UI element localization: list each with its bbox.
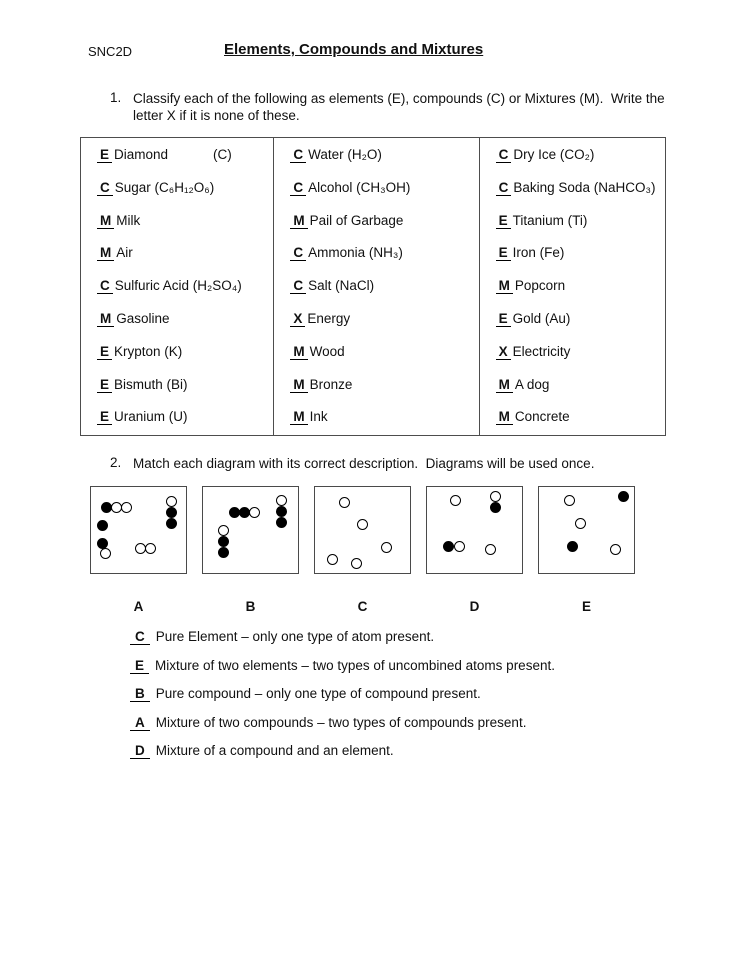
statement-answer: E <box>130 659 149 674</box>
diagram-box-e <box>538 486 635 574</box>
filled-atom-icon <box>218 536 229 547</box>
classification-item <box>274 205 478 238</box>
classification-item <box>81 336 273 369</box>
diagram-label: C <box>357 599 368 614</box>
classification-item <box>81 303 273 336</box>
open-atom-icon <box>450 495 461 506</box>
answer-letter: M <box>496 377 513 393</box>
answer-letter: E <box>496 213 511 229</box>
classification-item <box>480 401 665 434</box>
classification-item <box>480 237 665 270</box>
item-label: Baking Soda (NaHCO₃) <box>513 179 656 195</box>
item-label: Air <box>116 245 133 261</box>
open-atom-icon <box>111 502 122 513</box>
answer-letter: C <box>97 180 113 196</box>
statement-list <box>130 629 670 772</box>
item-label: Sulfuric Acid (H₂SO₄) <box>114 278 242 294</box>
classification-item <box>81 401 273 434</box>
classification-item <box>480 336 665 369</box>
open-atom-icon <box>249 507 260 518</box>
classification-item <box>274 172 478 205</box>
open-atom-icon <box>490 491 501 502</box>
answer-letter: M <box>97 245 114 261</box>
answer-letter: E <box>97 409 112 425</box>
statement-text: Pure Element – only one type of atom present. <box>155 629 435 644</box>
answer-letter: M <box>496 278 513 294</box>
open-atom-icon <box>135 543 146 554</box>
diagram-box-c <box>314 486 411 574</box>
item-label: Electricity <box>512 343 571 359</box>
classification-item <box>81 139 273 172</box>
answer-letter: E <box>496 245 511 261</box>
diagram-box-b <box>202 486 299 574</box>
filled-atom-icon <box>229 507 240 518</box>
answer-letter: M <box>290 213 307 229</box>
classification-item <box>274 303 478 336</box>
answer-letter: C <box>290 278 306 294</box>
filled-atom-icon <box>97 520 108 531</box>
statement-answer: D <box>130 744 150 759</box>
filled-atom-icon <box>567 541 578 552</box>
classification-item <box>480 205 665 238</box>
classification-item <box>81 205 273 238</box>
item-label: Wood <box>309 343 345 359</box>
answer-letter: E <box>97 344 112 360</box>
question2-number: 2. <box>110 455 122 470</box>
answer-letter: C <box>97 278 113 294</box>
item-label: Gold (Au) <box>512 310 571 326</box>
open-atom-icon <box>351 558 362 569</box>
open-atom-icon <box>100 548 111 559</box>
statement-text: Mixture of two compounds – two types of compounds present. <box>155 714 527 730</box>
item-label: Gasoline <box>116 310 170 326</box>
answer-letter: C <box>290 245 306 261</box>
answer-letter: X <box>290 311 305 327</box>
diagram-label: A <box>133 599 144 614</box>
statement-answer: A <box>130 716 150 731</box>
filled-atom-icon <box>239 507 250 518</box>
diagram-box-d <box>426 486 523 574</box>
answer-letter: M <box>290 344 307 360</box>
open-atom-icon <box>339 497 350 508</box>
answer-letter: C <box>496 147 512 163</box>
classification-item <box>274 401 478 434</box>
answer-letter: M <box>290 409 307 425</box>
table-column-1 <box>81 138 273 435</box>
item-label: Pail of Garbage <box>309 212 404 228</box>
filled-atom-icon <box>101 502 112 513</box>
answer-letter: E <box>97 377 112 393</box>
diagram-box-a <box>90 486 187 574</box>
answer-letter: C <box>290 180 306 196</box>
filled-atom-icon <box>490 502 501 513</box>
diagram-label-row <box>90 599 635 614</box>
filled-atom-icon <box>618 491 629 502</box>
question1-number: 1. <box>110 90 122 105</box>
statement <box>130 658 670 674</box>
open-atom-icon <box>610 544 621 555</box>
classification-item <box>81 172 273 205</box>
statement-text: Mixture of a compound and an element. <box>155 743 394 758</box>
statement-answer: B <box>130 687 150 702</box>
question1-prompt: Classify each of the following as elements (E), compounds (C) or Mixtures (M). Write the letter X if it is none of these. <box>133 91 665 123</box>
filled-atom-icon <box>166 518 177 529</box>
item-label: Popcorn <box>514 278 566 294</box>
item-label: Uranium (U) <box>114 409 188 425</box>
item-label: Sugar (C₆H₁₂O₆) <box>114 179 215 195</box>
classification-item <box>81 369 273 402</box>
filled-atom-icon <box>97 538 108 549</box>
answer-letter: X <box>496 344 511 360</box>
open-atom-icon <box>357 519 368 530</box>
answer-letter: E <box>496 311 511 327</box>
question2-prompt: Match each diagram with its correct description. Diagrams will be used once. <box>133 456 595 471</box>
item-label: Ink <box>309 409 328 425</box>
answer-letter: C <box>496 180 512 196</box>
answer-letter: M <box>496 409 513 425</box>
open-atom-icon <box>454 541 465 552</box>
item-label: Dry Ice (CO₂) <box>513 147 595 162</box>
open-atom-icon <box>145 543 156 554</box>
item-label: Ammonia (NH₃) <box>308 245 403 261</box>
statement-text: Pure compound – only one type of compound present. <box>155 686 481 701</box>
item-label: Iron (Fe) <box>512 245 565 261</box>
diagram-label: B <box>245 599 256 614</box>
item-label: A dog <box>514 376 550 392</box>
filled-atom-icon <box>276 517 287 528</box>
classification-item <box>480 270 665 303</box>
item-label: Bismuth (Bi) <box>114 376 188 392</box>
classification-item <box>81 237 273 270</box>
table-column-2 <box>273 138 478 435</box>
item-note: (C) <box>213 147 232 162</box>
classification-item <box>274 369 478 402</box>
answer-letter: M <box>290 377 307 393</box>
item-label: Concrete <box>514 409 570 425</box>
page-title: Elements, Compounds and Mixtures <box>224 41 484 58</box>
open-atom-icon <box>575 518 586 529</box>
statement <box>130 686 670 702</box>
answer-letter: M <box>97 311 114 327</box>
classification-item <box>480 139 665 172</box>
open-atom-icon <box>381 542 392 553</box>
open-atom-icon <box>121 502 132 513</box>
classification-item <box>480 172 665 205</box>
classification-item <box>274 336 478 369</box>
open-atom-icon <box>564 495 575 506</box>
classification-table <box>80 137 666 436</box>
item-label: Alcohol (CH₃OH) <box>308 179 411 195</box>
filled-atom-icon <box>166 507 177 518</box>
item-label: Energy <box>307 310 351 326</box>
item-label: Water (H₂O) <box>308 147 382 162</box>
statement <box>130 743 670 759</box>
filled-atom-icon <box>276 506 287 517</box>
filled-atom-icon <box>218 547 229 558</box>
open-atom-icon <box>166 496 177 507</box>
statement-answer: C <box>130 630 150 645</box>
item-label: Titanium (Ti) <box>512 212 588 228</box>
statement <box>130 715 670 731</box>
statement-text: Mixture of two elements – two types of uncombined atoms present. <box>155 657 555 673</box>
classification-item <box>274 237 478 270</box>
open-atom-icon <box>485 544 496 555</box>
classification-item <box>274 139 478 172</box>
classification-item <box>480 369 665 402</box>
diagram-row <box>90 486 635 574</box>
open-atom-icon <box>276 495 287 506</box>
table-column-3 <box>479 138 665 435</box>
diagram-label: D <box>469 599 480 614</box>
item-label: Milk <box>116 212 141 228</box>
item-label: Diamond <box>114 147 169 162</box>
classification-item <box>274 270 478 303</box>
classification-item <box>480 303 665 336</box>
item-label: Krypton (K) <box>114 343 183 359</box>
answer-letter: M <box>97 213 114 229</box>
answer-letter: C <box>290 147 306 163</box>
classification-item <box>81 270 273 303</box>
open-atom-icon <box>218 525 229 536</box>
open-atom-icon <box>327 554 338 565</box>
answer-letter: E <box>97 147 112 163</box>
item-label: Bronze <box>309 376 353 392</box>
course-code: SNC2D <box>88 44 133 59</box>
statement <box>130 629 670 645</box>
diagram-label: E <box>581 599 591 614</box>
item-label: Salt (NaCl) <box>308 278 375 294</box>
filled-atom-icon <box>443 541 454 552</box>
